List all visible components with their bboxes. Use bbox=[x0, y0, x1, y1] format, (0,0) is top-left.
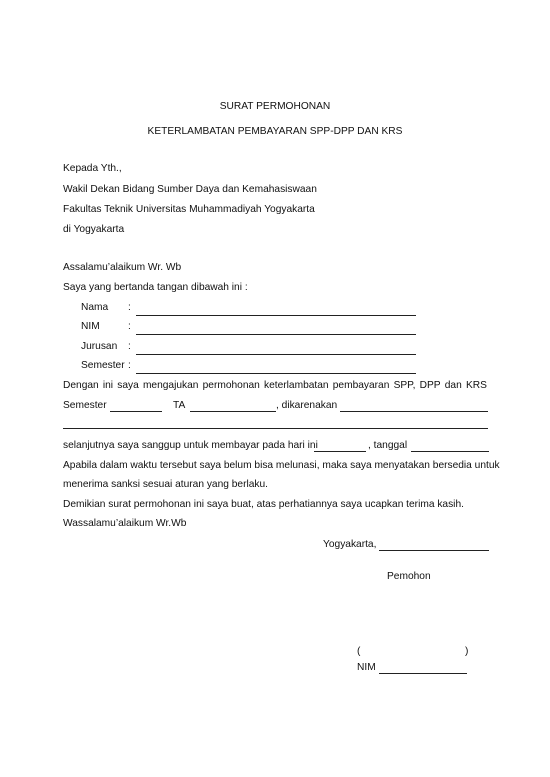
body-paragraph-1 bbox=[63, 380, 487, 392]
recipient-line-3: di Yogyakarta bbox=[63, 224, 125, 235]
signature-nim-label: NIM bbox=[357, 662, 376, 673]
signature-nim-blank[interactable] bbox=[379, 673, 467, 674]
salam-open: Assalamu’alaikum Wr. Wb bbox=[63, 262, 182, 273]
jurusan-field[interactable] bbox=[136, 354, 416, 355]
field-label-nim: NIM bbox=[81, 321, 100, 332]
field-label-nama: Nama bbox=[81, 302, 109, 313]
pemohon-label: Pemohon bbox=[387, 571, 431, 582]
letter-title: SURAT PERMOHONAN bbox=[219, 101, 331, 112]
reason-blank[interactable] bbox=[340, 411, 488, 412]
date-blank[interactable] bbox=[411, 451, 489, 452]
recipient-line-2: Fakultas Teknik Universitas Muhammadiyah Yogyakarta bbox=[63, 204, 315, 215]
ta-blank[interactable] bbox=[190, 411, 276, 412]
field-colon: : bbox=[128, 341, 131, 352]
dikarenakan-label: , dikarenakan bbox=[276, 400, 338, 411]
field-label-semester: Semester bbox=[81, 360, 125, 371]
word: DPP bbox=[419, 380, 441, 391]
field-colon: : bbox=[128, 360, 131, 371]
field-label-jurusan: Jurusan bbox=[81, 341, 118, 352]
word: Dengan bbox=[63, 380, 99, 391]
recipient-line-1: Wakil Dekan Bidang Sumber Daya dan Kemahasiswaan bbox=[63, 184, 317, 195]
tanggal-label: , tanggal bbox=[368, 440, 408, 451]
word: ini bbox=[102, 380, 114, 391]
body-paragraph-4: Demikian surat permohonan ini saya buat, atas perhatiannya saya ucapkan terima kasih. bbox=[63, 499, 464, 510]
nama-field[interactable] bbox=[136, 315, 416, 316]
body-paragraph-3b: menerima sanksi sesuai aturan yang berlaku. bbox=[63, 479, 268, 490]
paren-close: ) bbox=[465, 646, 469, 657]
word: permohonan bbox=[202, 380, 260, 391]
word: KRS bbox=[465, 380, 487, 391]
word: SPP, bbox=[393, 380, 416, 391]
semester-field[interactable] bbox=[136, 373, 416, 374]
intro-text: Saya yang bertanda tangan dibawah ini : bbox=[63, 282, 248, 293]
word: saya bbox=[117, 380, 139, 391]
field-colon: : bbox=[128, 302, 131, 313]
semester-label: Semester bbox=[63, 400, 107, 411]
word: keterlambatan bbox=[264, 380, 329, 391]
day-blank[interactable] bbox=[314, 451, 366, 452]
word: pembayaran bbox=[332, 380, 390, 391]
sanggup-text: selanjutnya saya sanggup untuk membayar pada hari ini bbox=[63, 440, 318, 451]
letter-date-blank[interactable] bbox=[379, 550, 489, 551]
word: mengajukan bbox=[142, 380, 199, 391]
place-date-label: Yogyakarta, bbox=[323, 539, 377, 550]
ta-label: TA bbox=[173, 400, 186, 411]
salam-close: Wassalamu’alaikum Wr.Wb bbox=[63, 518, 187, 529]
word: dan bbox=[444, 380, 462, 391]
paren-open: ( bbox=[357, 646, 361, 657]
recipient-greeting: Kepada Yth., bbox=[63, 163, 122, 174]
body-paragraph-3a: Apabila dalam waktu tersebut saya belum bisa melunasi, maka saya menyatakan bersedia untuk bbox=[63, 460, 500, 471]
nim-field[interactable] bbox=[136, 334, 416, 335]
reason-blank-line-2[interactable] bbox=[63, 428, 488, 429]
letter-subtitle: KETERLAMBATAN PEMBAYARAN SPP-DPP DAN KRS bbox=[147, 126, 403, 137]
semester-blank[interactable] bbox=[110, 411, 162, 412]
field-colon: : bbox=[128, 321, 131, 332]
